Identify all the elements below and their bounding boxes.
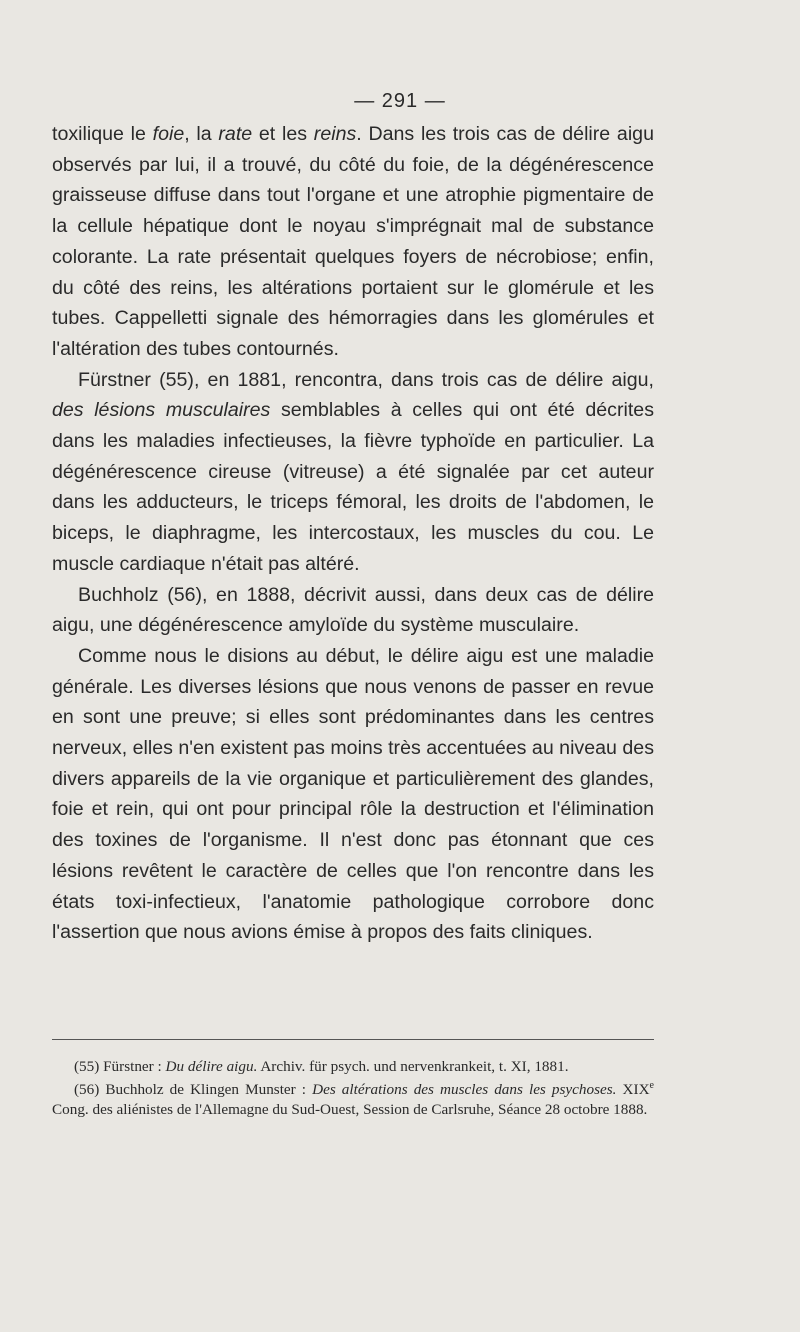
paragraph-1 <box>52 119 654 365</box>
text-run: (55) Fürstner : <box>74 1058 166 1075</box>
italic-run: Du délire aigu. <box>165 1058 258 1075</box>
text-run: XIX <box>616 1081 650 1098</box>
text-run: . Dans les trois cas de délire aigu observés par lui, il a trouvé, du côté du foie, de la dégénérescence graisseuse diffuse dans tout l'organe et une atrophie pigmentaire de la cellule hépatique dont le noyau s'imprégnait mal de substance colorante. La rate présentait quelques foyers de nécrobiose; enfin, du côté des reins, les altérations portaient sur le glomérule et les tubes. Cappelletti signale des hémorragies dans les glomérules et l'altération des tubes contournés. <box>52 123 654 360</box>
paragraph-4 <box>52 641 654 948</box>
text-run: , la <box>184 123 219 145</box>
paragraph-3 <box>52 580 654 641</box>
page-number: — 291 — <box>354 90 446 112</box>
italic-run: rate <box>218 123 253 145</box>
text-run: Archiv. für psych. und nervenkrankeit, t. XI, 1881. <box>257 1058 569 1075</box>
text-run: et les <box>252 123 314 145</box>
footnote-divider <box>52 1039 654 1040</box>
text-run: Fürstner (55), en 1881, rencontra, dans trois cas de délire aigu, <box>78 368 654 391</box>
text-run: (56) Buchholz de Klingen Munster : <box>74 1081 313 1098</box>
italic-run: Des altérations des muscles dans les psychoses. <box>312 1081 617 1098</box>
italic-run: des lésions musculaires <box>52 399 271 422</box>
text-run: Buchholz (56), en 1888, décrivit aussi, dans deux cas de délire aigu, une dégénérescence amyloïde du système musculaire. <box>52 583 654 637</box>
superscript: e <box>649 1079 654 1091</box>
paragraph-2 <box>52 365 654 580</box>
text-run: Cong. des aliénistes de l'Allemagne du Sud-Ouest, Session de Carlsruhe, Séance 28 octobre 1888. <box>52 1101 648 1118</box>
footnote-56 <box>52 1080 654 1120</box>
body-text <box>52 119 654 948</box>
text-run: toxilique le <box>52 123 153 145</box>
italic-run: reins <box>313 123 357 145</box>
footnotes <box>52 1057 654 1123</box>
footnote-55 <box>52 1057 654 1077</box>
text-run: Comme nous le disions au début, le délire aigu est une maladie générale. Les diverses lésions que nous venons de passer en revue en sont une preuve; si elles sont prédominantes dans les centres nerveux, elles n'en existent pas moins très accentuées au niveau des divers appareils de la vie organique et particulièrement des glandes, foie et rein, qui ont pour principal rôle la destruction et l'élimination des toxines de l'organisme. Il n'est donc pas étonnant que ces lésions revêtent le caractère de celles que l'on rencontre dans les états toxi-infectieux, l'anatomie pathologique corrobore donc l'assertion que nous avions émise à propos des faits cliniques. <box>52 644 654 944</box>
text-run: semblables à celles qui ont été décrites dans les maladies infectieuses, la fièvre typhoïde en particulier. La dégénérescence cireuse (vitreuse) a été signalée par cet auteur dans les adducteurs, le triceps fémoral, les droits de l'abdomen, le biceps, le diaphragme, les intercostaux, les muscles du cou. Le muscle cardiaque n'était pas altéré. <box>52 399 654 575</box>
italic-run: foie <box>152 123 185 145</box>
